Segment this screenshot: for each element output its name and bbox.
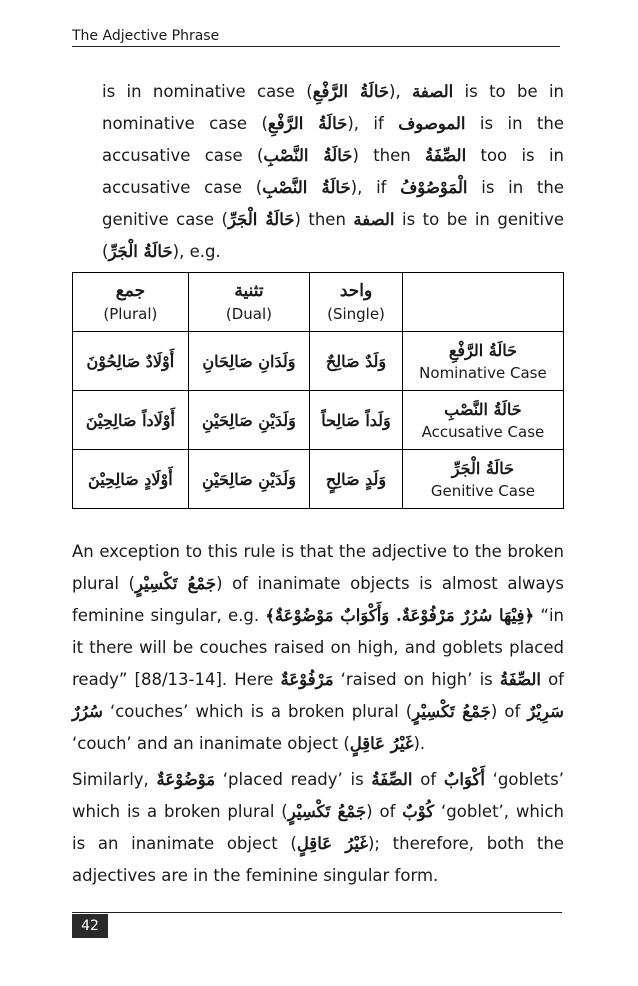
text-run: ‘goblets’ which is a broken plural ( (72, 770, 564, 821)
arabic-term: كُوْبٌ (402, 802, 435, 821)
cell-case (402, 332, 563, 391)
arabic-term: الصِّفَةُ (371, 770, 413, 789)
arabic-term: الصفة (353, 210, 395, 229)
cell-plural: أَوْلَادٌ صَالِحُوْنَ (73, 332, 189, 391)
text-run: ). (413, 734, 426, 753)
arabic-term: جَمْعُ تَكْسِيْرٍ (135, 574, 217, 593)
header-dual-en: (Dual) (225, 305, 273, 323)
text-run: is in the accusative case ( (102, 114, 565, 165)
table-header-row (73, 273, 564, 332)
arabic-term: حَالَةُ الْجَرِّ (227, 210, 295, 229)
paragraph-intro (102, 76, 564, 268)
case-name-ar: حَالَةُ الْجَرِّ (451, 458, 515, 478)
text-run: ) then (352, 146, 426, 165)
arabic-term: حَالَةُ النَّصْبِ (263, 146, 353, 165)
text-run: ‘couches’ which is a broken plural ( (102, 702, 413, 721)
header-dual (188, 273, 309, 332)
arabic-term: الصفة (412, 82, 454, 101)
cell-single: وَلَدٌ صَالِحٌ (310, 332, 403, 391)
header-dual-ar: تثنية (234, 281, 264, 301)
cell-plural: أَوْلَاداً صَالِحِيْنَ (73, 391, 189, 450)
header-case (402, 273, 563, 332)
declension-table (72, 272, 564, 509)
paragraph-similarly (72, 764, 564, 892)
header-single-en: (Single) (327, 305, 385, 323)
running-header: The Adjective Phrase (72, 28, 560, 47)
cell-case (402, 391, 563, 450)
text-run: is to be in genitive ( (102, 210, 564, 261)
text-run: ), if (347, 114, 399, 133)
arabic-term: مَوْضُوْعَةٌ (156, 770, 216, 789)
arabic-term: حَالَةُ الرَّفْعِ (267, 114, 348, 133)
footer-rule (72, 912, 562, 913)
cell-dual: وَلَدَيْنِ صَالِحَيْنِ (188, 450, 309, 509)
case-name-en: Genitive Case (430, 481, 536, 500)
arabic-term: حَالَةُ النَّصْبِ (262, 178, 351, 197)
text-run: ) then (294, 210, 354, 229)
text-run: ) of inanimate objects is almost always feminine singular, e.g. (72, 574, 564, 625)
arabic-term: حَالَةُ الْجَرِّ (108, 242, 173, 261)
header-single (310, 273, 403, 332)
text-run: “in it there will be couches raised on high, and goblets placed ready” [88/13-14]. Here (72, 606, 564, 689)
cell-single: وَلَداً صَالِحاً (310, 391, 403, 450)
arabic-term: الصِّفَةُ (425, 146, 467, 165)
text-run: is in the genitive case ( (102, 178, 564, 229)
arabic-term: حَالَةُ الرَّفْعِ (312, 82, 390, 101)
text-run: ) of (366, 802, 403, 821)
text-run: An exception to this rule is that the adjective to the broken plural ( (72, 542, 564, 593)
arabic-term: غَيْرُ عَاقِلٍ (296, 834, 368, 853)
case-name-ar: حَالَةُ الرَّفْعِ (448, 340, 517, 360)
arabic-term: جَمْعُ تَكْسِيْرٍ (287, 802, 367, 821)
arabic-term: مَرْفُوْعَةٌ (280, 670, 334, 689)
page-number: 42 (72, 914, 108, 938)
case-name-en: Nominative Case (419, 363, 547, 382)
text-run: is in nominative case ( (102, 82, 313, 101)
case-name-en: Accusative Case (421, 422, 545, 441)
arabic-term: الموصوف (398, 114, 466, 133)
text-run: ); therefore, both the adjectives are in the feminine singular form. (72, 834, 565, 885)
header-plural-en: (Plural) (103, 305, 158, 323)
table-row (73, 450, 564, 509)
text-run: Similarly, (72, 770, 157, 789)
text-run: of (541, 670, 564, 689)
arabic-term: الْمَوْصُوْفُ (400, 178, 468, 197)
text-run: ‘raised on high’ is (333, 670, 500, 689)
text-run: ), (389, 82, 413, 101)
table-row (73, 391, 564, 450)
text-run: too is in accusative case ( (102, 146, 565, 197)
cell-single: وَلَدٍ صَالِحٍ (310, 450, 403, 509)
text-run: ), e.g. (172, 242, 221, 261)
header-single-ar: واحد (339, 281, 373, 301)
cell-dual: وَلَدَيْنِ صَالِحَيْنِ (188, 391, 309, 450)
table-row (73, 332, 564, 391)
cell-case (402, 450, 563, 509)
arabic-term: الصِّفَةُ (499, 670, 541, 689)
text-run: ‘goblet’, which is an inanimate object ( (72, 802, 564, 853)
arabic-term: ﴿فِيْهَا سُرُرٌ مَرْفُوْعَةٌ. وَأَكْوَابٌ مَوْضُوْعَةٌ﴾ (265, 606, 535, 625)
header-plural-ar: جمع (115, 281, 146, 301)
text-run: ‘couch’ and an inanimate object ( (72, 734, 350, 753)
text-run: ‘placed ready’ is (215, 770, 372, 789)
text-run: of (412, 770, 444, 789)
cell-plural: أَوْلَادٍ صَالِحِيْنَ (73, 450, 189, 509)
text-run: is to be in nominative case ( (102, 82, 564, 133)
paragraph-exception (72, 536, 564, 760)
arabic-term: أَكْوَابٌ (443, 770, 485, 789)
text-run: ) of (490, 702, 528, 721)
text-run: ), if (350, 178, 401, 197)
arabic-term: سَرِيْرٌ (527, 702, 564, 721)
arabic-term: سُرُرٌ (72, 702, 103, 721)
arabic-term: جَمْعُ تَكْسِيْرٍ (412, 702, 491, 721)
cell-dual: وَلَدَانِ صَالِحَانِ (188, 332, 309, 391)
arabic-term: غَيْرُ عَاقِلٍ (349, 734, 414, 753)
case-name-ar: حَالَةُ النَّصْبِ (444, 399, 522, 419)
header-plural (73, 273, 189, 332)
